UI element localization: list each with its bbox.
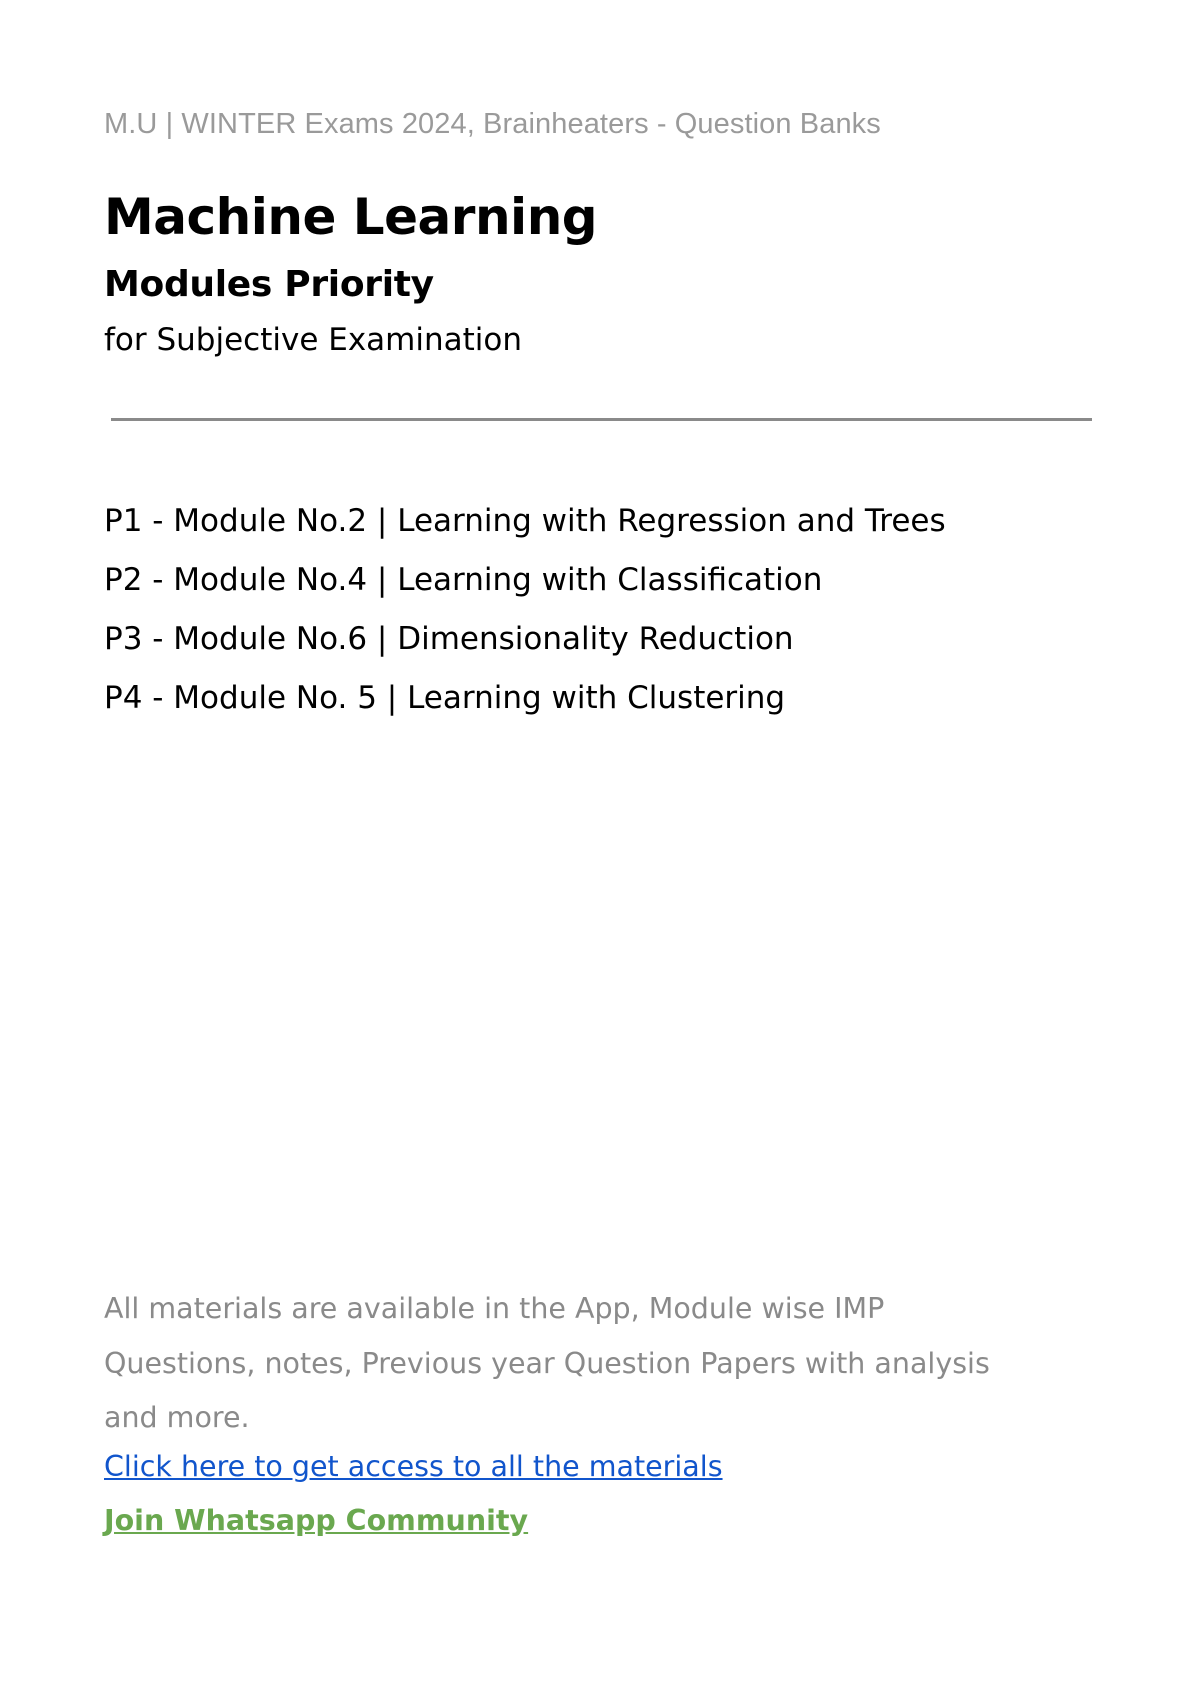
footer-line-3: and more. [104, 1401, 250, 1434]
priority-item-p1: P1 - Module No.2 | Learning with Regression and Trees [104, 503, 946, 539]
priority-item-p4: P4 - Module No. 5 | Learning with Clustering [104, 680, 786, 716]
horizontal-divider [111, 418, 1092, 421]
priority-item-p3: P3 - Module No.6 | Dimensionality Reduction [104, 621, 794, 657]
page-subtitle: Modules Priority [104, 264, 434, 305]
priority-list [104, 500, 946, 736]
whatsapp-community-link[interactable]: Join Whatsapp Community [104, 1504, 529, 1537]
priority-item-p2: P2 - Module No.4 | Learning with Classification [104, 562, 823, 598]
footer-line-2: Questions, notes, Previous year Question Papers with analysis [104, 1346, 990, 1380]
materials-access-link[interactable]: Click here to get access to all the materials [104, 1450, 723, 1483]
page-tagline: for Subjective Examination [104, 322, 523, 358]
source-header: M.U | WINTER Exams 2024, Brainheaters - Question Banks [104, 108, 881, 140]
footer-line-1: All materials are available in the App, Module wise IMP [104, 1292, 885, 1325]
page-title: Machine Learning [104, 188, 598, 246]
footer-description [104, 1282, 1104, 1446]
